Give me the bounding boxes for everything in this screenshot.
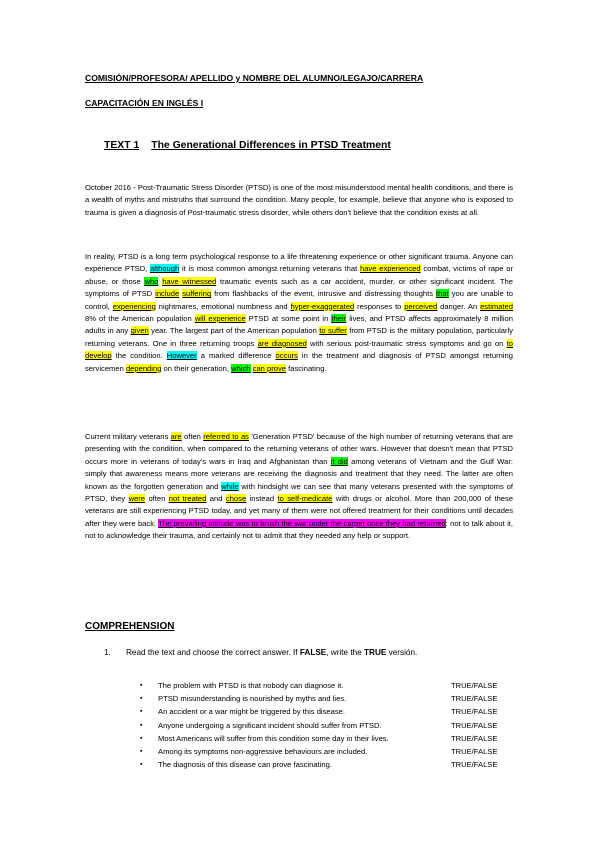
statement-list — [140, 679, 520, 771]
paragraph-text: from flashbacks of the event, intrusive and distressing thoughts — [211, 289, 437, 299]
highlighted-phrase: experiencing — [112, 301, 156, 311]
highlighted-phrase: given — [130, 326, 149, 336]
highlighted-phrase: chose — [225, 494, 247, 504]
comprehension-heading: COMPREHENSION — [85, 621, 175, 632]
text-label: TEXT 1 — [104, 140, 140, 151]
bullet-icon: ▪ — [140, 695, 143, 703]
highlighted-phrase: The prevailing attitude was to brush the war under the carpet once they had returned — [158, 518, 446, 528]
statement-item — [140, 745, 520, 758]
highlighted-phrase: to self-medicate — [277, 494, 333, 504]
statement-text: PTSD misunderstanding is nourished by myths and lies. — [158, 694, 347, 704]
paragraph-text: lives, and PTSD affects approximately 8 million adults in any — [85, 314, 513, 336]
statement-item — [140, 732, 520, 745]
true-false-option: TRUE/FALSE — [451, 681, 498, 690]
paragraph-text: among veterans of Vietnam and the Gulf War: simply that awareness means more veterans are receiving the diagnosis and treatment that they need. The latter are often known as the forgotten generation and — [85, 456, 513, 491]
bullet-icon: ▪ — [140, 734, 143, 742]
highlighted-phrase: occurs — [275, 351, 298, 361]
question-number: 1. — [104, 648, 111, 657]
q1-false-word: FALSE — [299, 648, 327, 657]
q1-part: , write the — [326, 648, 365, 657]
statement-text: Among its symptoms non-aggressive behaviours are included. — [158, 746, 368, 756]
highlighted-phrase: are — [170, 432, 182, 441]
paragraph-3 — [85, 431, 513, 543]
highlighted-phrase: it did — [330, 456, 348, 466]
highlighted-phrase: although — [150, 264, 180, 274]
paragraph-text: often — [145, 494, 169, 504]
paragraph-text: 8% of the American population — [85, 314, 195, 324]
highlighted-phrase: estimated — [480, 301, 513, 311]
statement-text: Anyone undergoing a significant incident should suffer from PTSD. — [158, 720, 382, 730]
paragraph-text: with drugs or alcohol. More than 200,000 of these veterans are still experiencing PTSD today, and yet many of them were not offered treatment for their conditions until decades after they were back. — [85, 494, 514, 528]
highlighted-phrase: their — [331, 314, 347, 324]
paragraph-text: it is most common amongst returning veterans that — [179, 264, 360, 274]
bullet-icon: ▪ — [140, 721, 143, 729]
true-false-option: TRUE/FALSE — [451, 707, 498, 717]
paragraph-1 — [85, 182, 513, 219]
paragraph-text: the condition. — [111, 351, 167, 361]
highlighted-phrase: suffering — [182, 289, 212, 299]
q1-part: versión. — [386, 648, 418, 657]
true-false-option: TRUE/FALSE — [451, 720, 498, 730]
statement-text: The problem with PTSD is that nobody can diagnose it. — [158, 681, 344, 690]
statement-item — [140, 705, 520, 718]
paragraph-text: year. The largest part of the American population — [148, 326, 320, 336]
paragraph-text: October 2016 - Post-Traumatic Stress Disorder (PTSD) is one of the most misunderstood mental health conditions, and there is a wealth of myths and mistruths that surround the condition. Many people, for example, believe that anyone who is exposed to trauma is given a diagnosis of Post-traumatic stress disorder, while others don't believe that the condition exists at all. — [85, 183, 513, 217]
highlighted-phrase: to develop — [85, 338, 513, 361]
paragraph-text: in the treatment and diagnosis of PTSD amongst returning servicemen — [85, 351, 513, 373]
highlighted-phrase: have witnessed — [162, 276, 217, 286]
highlighted-phrase: who — [144, 276, 159, 286]
paragraph-text: with serious post-traumatic stress symptoms and go on — [306, 338, 507, 348]
text-heading: The Generational Differences in PTSD Treatment — [151, 140, 391, 151]
highlighted-phrase: can prove — [252, 363, 286, 373]
highlighted-phrase: not treated — [168, 494, 207, 504]
paragraph-text: In reality, PTSD is a long term psychological response to a life threatening experience or other significant trauma. Anyone can experience PTSD, — [85, 252, 513, 274]
statement-item — [140, 692, 520, 705]
paragraph-text: PTSD at some point in — [245, 314, 332, 324]
highlighted-phrase: referred to as — [203, 432, 249, 441]
highlighted-phrase: that — [436, 289, 449, 299]
statement-item — [140, 679, 520, 692]
q1-true-word: TRUE — [364, 648, 387, 657]
paragraph-text: instead — [246, 494, 278, 504]
true-false-option: TRUE/FALSE — [451, 733, 498, 743]
paragraph-text: a marked difference — [196, 351, 276, 361]
student-info-header: COMISIÓN/PROFESORA/ APELLIDO y NOMBRE DEL ALUMNO/LEGAJO/CARRERA — [85, 73, 424, 83]
highlighted-phrase: were — [128, 494, 146, 504]
paragraph-2 — [85, 251, 513, 375]
highlighted-phrase: which — [231, 363, 251, 373]
paragraph-text: often — [181, 432, 204, 441]
paragraph-text: on their generation, — [161, 363, 232, 373]
bullet-icon: ▪ — [140, 682, 143, 689]
statement-text: An accident or a war might be triggered by this disease. — [158, 707, 345, 717]
statement-text: The diagnosis of this disease can prove fascinating. — [158, 760, 332, 770]
text-title — [104, 140, 391, 151]
paragraph-text: traumatic events such as a car accident, murder, or other significant incident. The symptoms of PTSD — [85, 276, 513, 299]
paragraph-text: : not to talk about it, not to acknowledge their trauma, and certainly not to admit that they needed any help or support. — [85, 518, 513, 541]
highlighted-phrase: However — [166, 351, 197, 361]
paragraph-text: nightmares, emotional numbness and — [155, 301, 291, 311]
paragraph-text: danger. An — [437, 301, 481, 311]
highlighted-phrase: include — [155, 289, 180, 299]
statement-item — [140, 758, 520, 771]
highlighted-phrase: to suffer — [319, 326, 347, 336]
highlighted-phrase: are diagnosed — [257, 338, 307, 348]
paragraph-text: and — [206, 494, 226, 504]
paragraph-text: combat, victims of rape or abuse, or those — [85, 264, 514, 286]
paragraph-text: Current military veterans — [85, 432, 171, 441]
paragraph-text: 'Generation PTSD' because of the high number of returning veterans that are presenting with the condition, when compared to the returning veterans of other wars. However that doesn't mean that PTSD occurs more in veterans of today's wars in Iraq and Afghanistan than — [85, 432, 513, 466]
paragraph-text: from PTSD is the military population, particularly returning veterans. One in three returning troops — [85, 326, 513, 348]
bullet-icon: ▪ — [140, 747, 143, 755]
bullet-icon: ▪ — [140, 761, 143, 769]
highlighted-phrase: while — [221, 481, 239, 491]
bullet-icon: ▪ — [140, 708, 143, 716]
highlighted-phrase: depending — [125, 363, 162, 373]
paragraph-text: with hindsight we can see that many veterans presented with the symptoms of PTSD, they — [85, 481, 513, 504]
statement-item — [140, 719, 520, 732]
highlighted-phrase: have experienced — [359, 264, 421, 274]
true-false-option: TRUE/FALSE — [451, 760, 498, 770]
highlighted-phrase: perceived — [404, 301, 438, 311]
paragraph-text: you are unable to control, — [85, 289, 513, 311]
statement-text: Most Americans will suffer from this condition some day in their lives. — [158, 733, 389, 743]
highlighted-phrase: hyper-exaggerated — [290, 301, 355, 311]
paragraph-text: responses to — [354, 301, 405, 311]
question-1 — [104, 648, 417, 657]
true-false-option: TRUE/FALSE — [451, 694, 498, 704]
course-title: CAPACITACIÓN EN INGLÉS I — [85, 98, 204, 108]
highlighted-phrase: will experience — [194, 314, 246, 324]
q1-part: Read the text and choose the correct answer. If — [126, 648, 300, 657]
true-false-option: TRUE/FALSE — [451, 746, 498, 756]
paragraph-text: fascinating. — [286, 363, 327, 373]
